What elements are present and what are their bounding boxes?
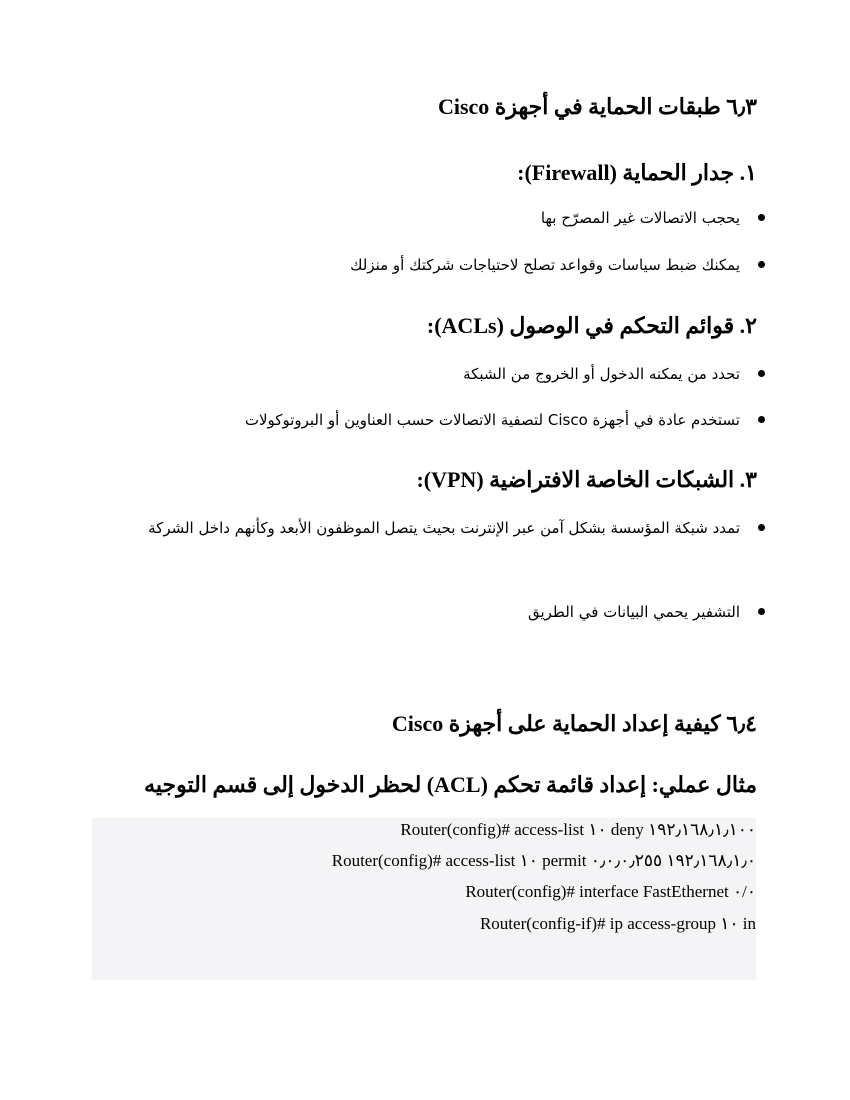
list-item-text: يمكنك ضبط سياسات وقواعد تصلح لاحتياجات شركتك أو منزلك: [350, 256, 740, 274]
list-item: [120, 402, 740, 438]
code-line: Router(config)# access-list ١٠ permit ١٩٢٫١٦٨٫١٫٠ ٠٫٠٫٠٫٢٥٥: [331, 851, 756, 870]
list-item: [120, 247, 740, 283]
bullet-icon: [758, 214, 765, 221]
list-item: [120, 510, 740, 546]
bullet-icon: [758, 524, 765, 531]
vpn-heading: ٣. الشبكات الخاصة الافتراضية (VPN):: [416, 467, 757, 492]
section-title-6-4: ٦٫٤ كيفية إعداد الحماية على أجهزة Cisco: [391, 711, 757, 736]
acl-heading: ٢. قوائم التحكم في الوصول (ACLs):: [426, 313, 757, 338]
bullet-icon: [758, 416, 765, 423]
list-item-text: تمدد شبكة المؤسسة بشكل آمن عبر الإنترنت بحيث يتصل الموظفون الأبعد وكأنهم داخل الشركة: [148, 519, 740, 537]
code-line: Router(config)# interface FastEthernet ٠/٠: [465, 882, 756, 901]
bullet-icon: [758, 608, 765, 615]
bullet-icon: [758, 370, 765, 377]
example-heading: مثال عملي: إعداد قائمة تحكم (ACL) لحظر الدخول إلى قسم التوجيه: [144, 772, 757, 797]
firewall-heading: ١. جدار الحماية (Firewall):: [517, 160, 757, 185]
list-item-text: تستخدم عادة في أجهزة Cisco لتصفية الاتصالات حسب العناوين أو البروتوكولات: [244, 411, 740, 429]
section-title-6-3: ٦٫٣ طبقات الحماية في أجهزة Cisco: [437, 94, 757, 119]
code-line: Router(config)# access-list ١٠ deny ١٩٢٫١٦٨٫١٫١٠٠: [400, 820, 756, 839]
bullet-icon: [758, 261, 765, 268]
list-item: [120, 200, 740, 236]
list-item-text: يحجب الاتصالات غير المصرّح بها: [540, 209, 740, 227]
code-line: Router(config-if)# ip access-group ١٠ in: [479, 914, 756, 933]
list-item: [120, 356, 740, 392]
list-item-text: تحدد من يمكنه الدخول أو الخروج من الشبكة: [463, 365, 740, 383]
list-item: [120, 594, 740, 630]
list-item-text: التشفير يحمي البيانات في الطريق: [527, 603, 740, 621]
